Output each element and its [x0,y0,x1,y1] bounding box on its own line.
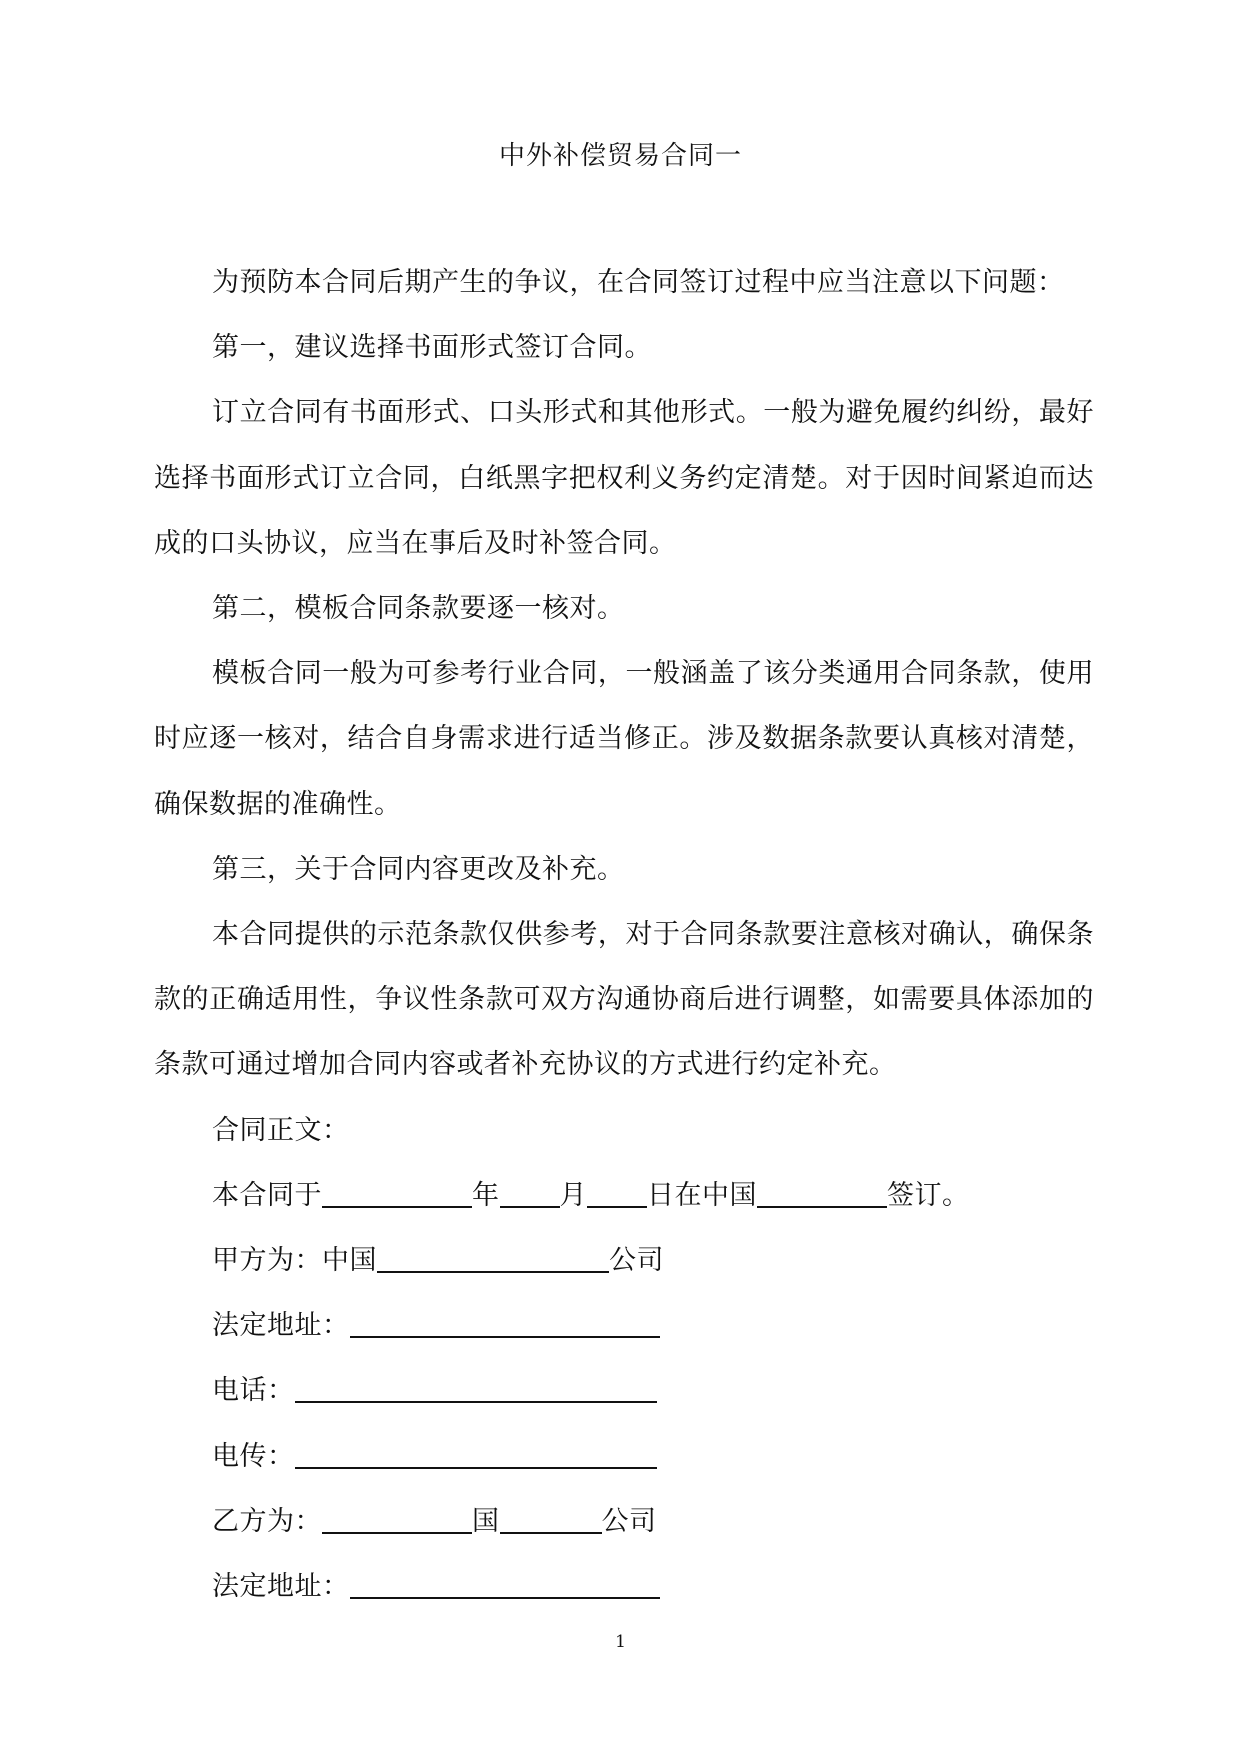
party-a-suffix: 公司 [609,1245,664,1277]
signing-year: 年 [472,1179,500,1211]
party-a-address-label: 法定地址： [212,1310,350,1342]
signing-day: 日在中国 [647,1179,757,1211]
blank-city-field[interactable] [757,1176,887,1208]
blank-party-a-address-field[interactable] [350,1306,660,1338]
paragraph-written-form: 订立合同有书面形式、口头形式和其他形式。一般为避免履约纠纷，最好选择书面形式订立合同，白纸黑字把权利义务约定清楚。对于因时间紧迫而达成的口头协议，应当在事后及时补签合同。 [154,397,1094,559]
blank-location-field[interactable] [322,1176,472,1208]
signing-suffix: 签订。 [887,1179,970,1211]
blank-party-a-phone-field[interactable] [295,1371,657,1403]
blank-year-field[interactable] [500,1176,560,1208]
party-a-label: 甲方为：中国 [212,1245,377,1277]
paragraph-point-two: 第二，模板合同条款要逐一核对。 [212,593,625,625]
document-body [154,250,1094,1619]
party-a-fax-line [154,1424,1094,1489]
party-b-label: 乙方为： [212,1505,322,1537]
party-a-line [154,1228,1094,1293]
document-title: 中外补偿贸易合同一 [498,141,742,171]
paragraph-point-one: 第一，建议选择书面形式签订合同。 [212,332,652,364]
party-b-suffix: 公司 [601,1505,657,1537]
blank-month-field[interactable] [587,1176,647,1208]
party-a-address-line [154,1293,1094,1358]
blank-party-b-country-field[interactable] [322,1502,472,1534]
signing-month: 月 [559,1179,587,1211]
party-b-line [154,1489,1094,1554]
party-a-phone-label: 电话： [212,1375,295,1407]
party-a-fax-label: 电传： [212,1440,295,1472]
signing-line [154,1163,1094,1228]
party-b-address-line [154,1554,1094,1619]
paragraph-amendment: 本合同提供的示范条款仅供参考，对于合同条款要注意核对确认，确保条款的正确适用性，争议性条款可双方沟通协商后进行调整，如需要具体添加的条款可通过增加合同内容或者补充协议的方式进行约定补充。 [154,919,1094,1081]
paragraph-contract-body: 合同正文： [212,1114,350,1146]
party-a-phone-line [154,1358,1094,1423]
paragraph-point-three: 第三，关于合同内容更改及补充。 [212,853,625,885]
paragraph-template-check: 模板合同一般为可参考行业合同，一般涵盖了该分类通用合同条款，使用时应逐一核对，结合自身需求进行适当修正。涉及数据条款要认真核对清楚，确保数据的准确性。 [154,658,1094,820]
blank-party-a-fax-field[interactable] [295,1437,657,1469]
blank-party-b-name-field[interactable] [500,1502,602,1534]
signing-prefix: 本合同于 [212,1179,322,1211]
paragraph-intro: 为预防本合同后期产生的争议，在合同签订过程中应当注意以下问题： [212,267,1065,298]
blank-party-b-address-field[interactable] [350,1567,660,1599]
blank-party-a-name-field[interactable] [377,1241,609,1273]
party-b-address-label: 法定地址： [212,1571,350,1603]
party-b-country-suffix: 国 [472,1505,500,1537]
page-number: 1 [615,1632,626,1652]
